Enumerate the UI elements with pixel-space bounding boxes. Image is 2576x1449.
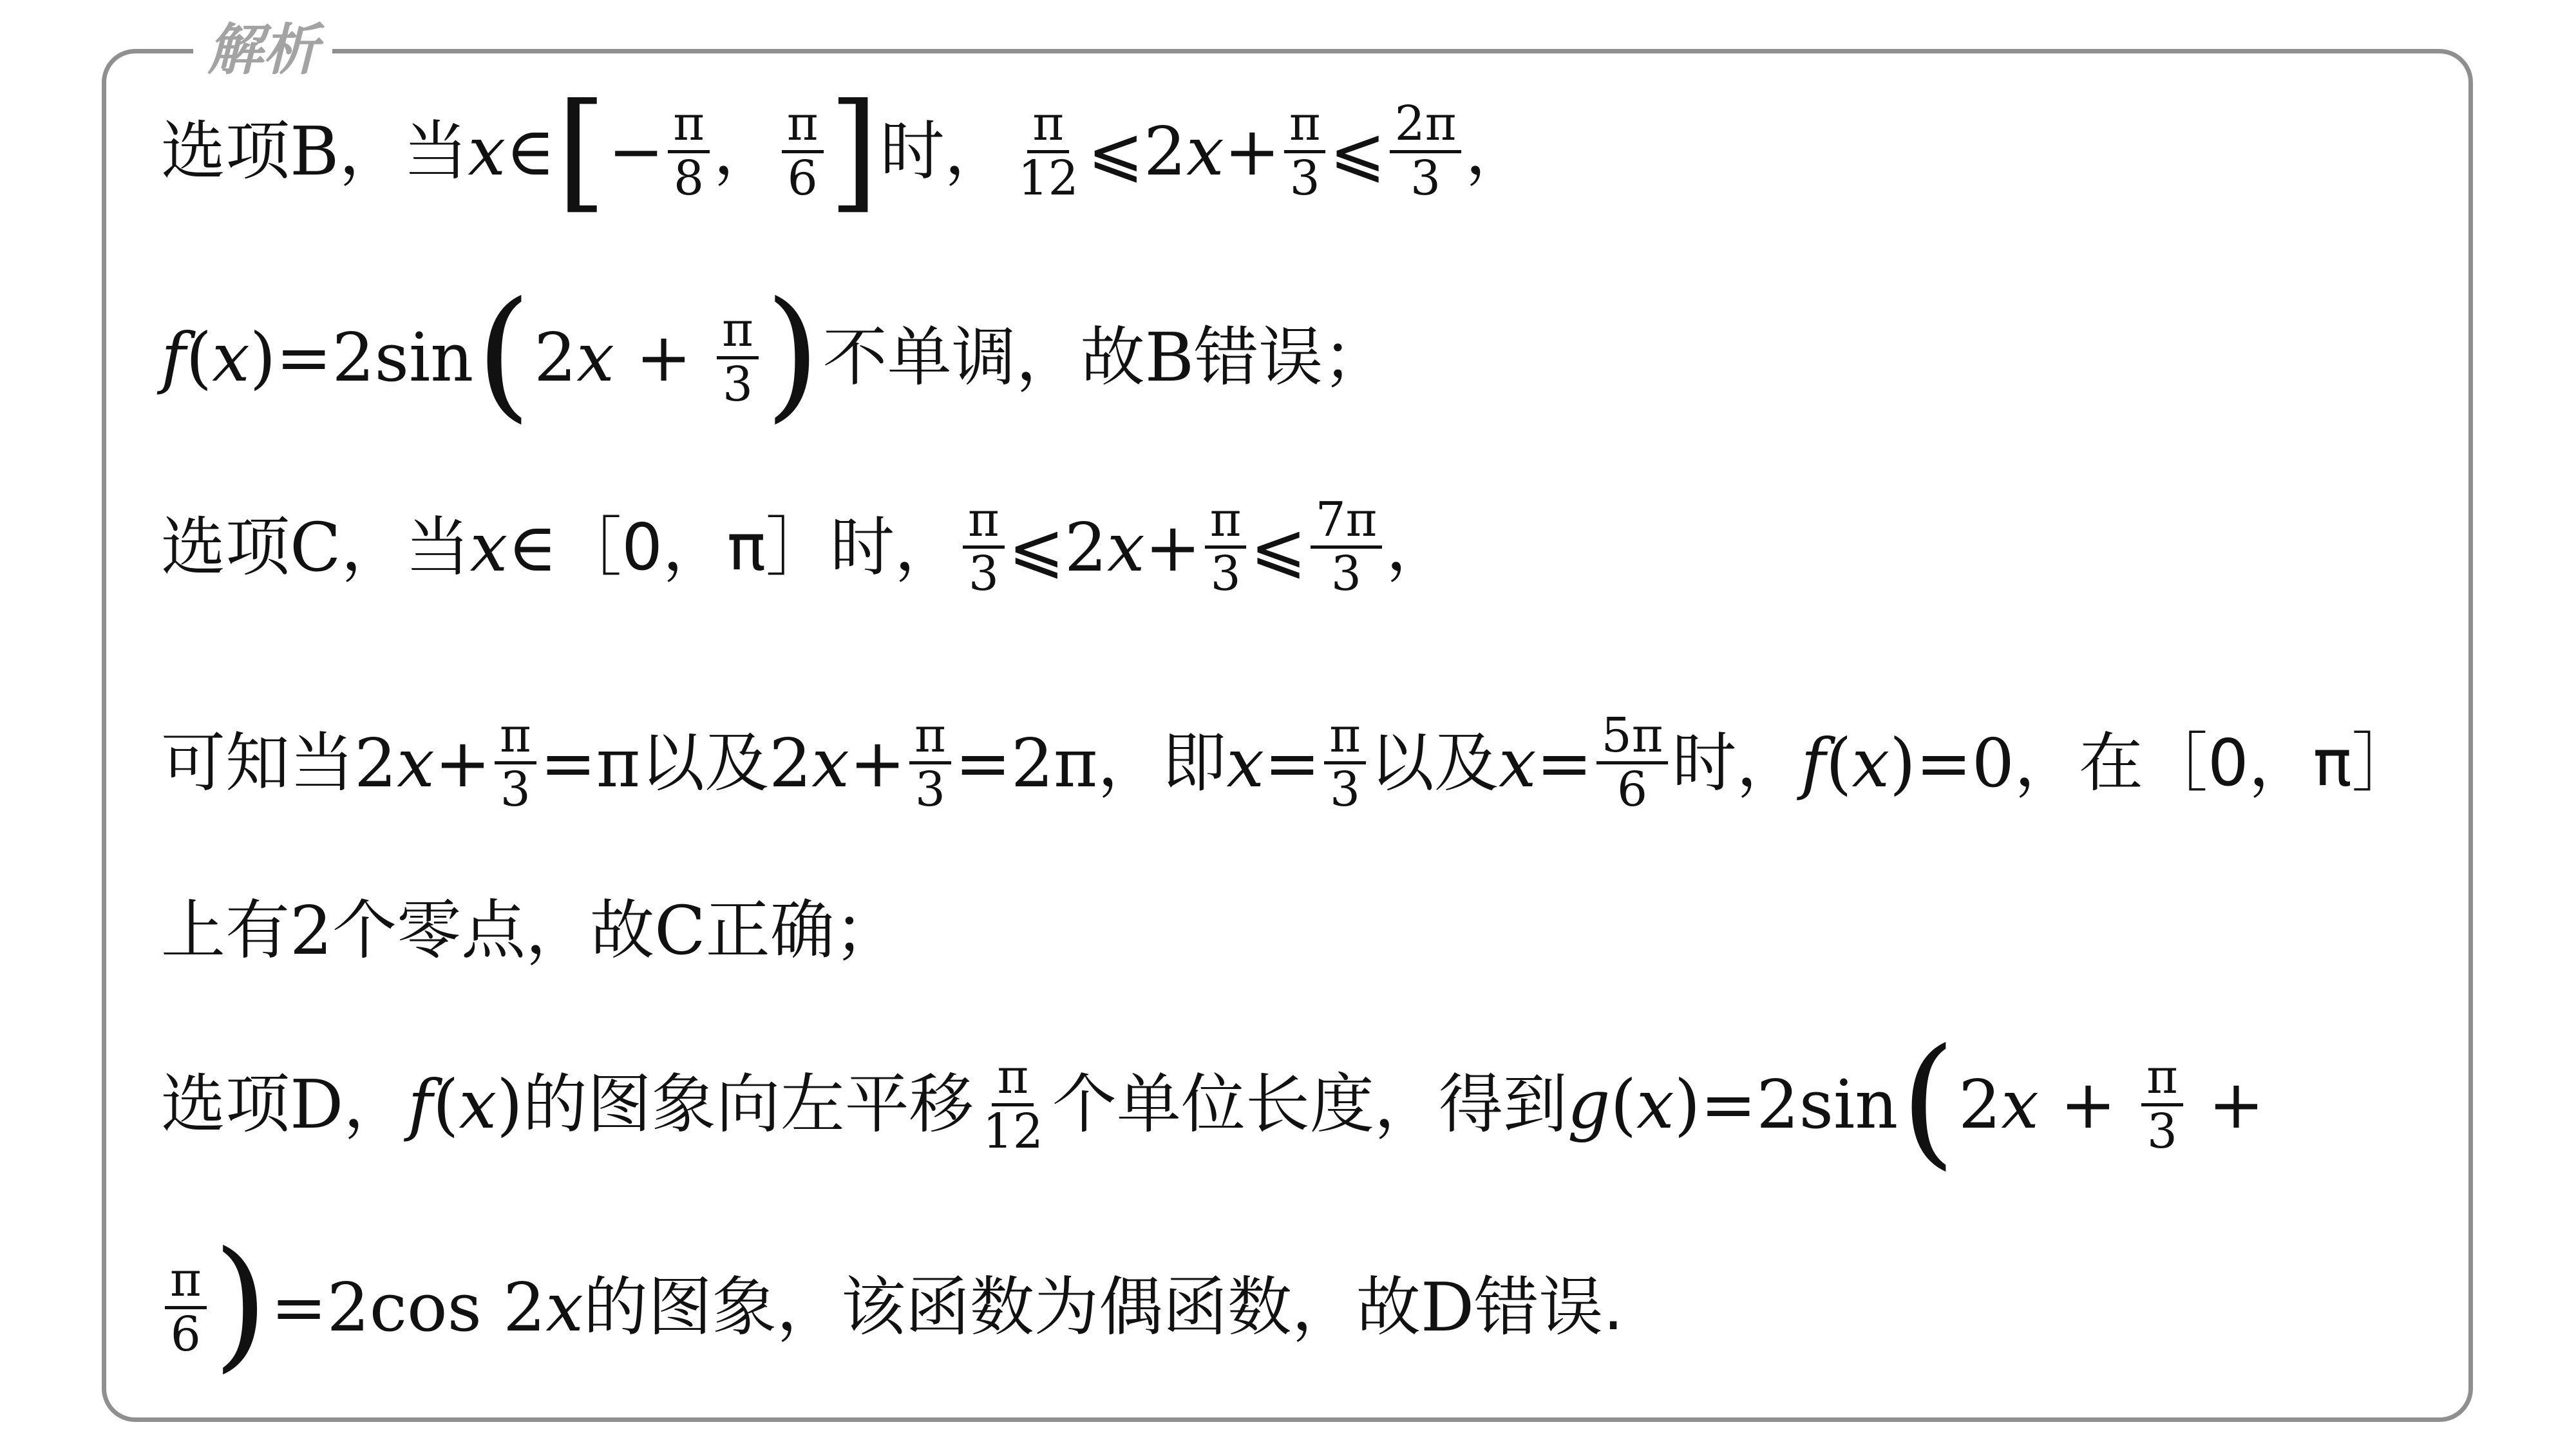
fraction — [1311, 491, 1383, 602]
text: =2π — [954, 723, 1098, 802]
fraction — [1013, 95, 1084, 206]
text: ，当 — [339, 113, 468, 189]
line-7 — [161, 1221, 1624, 1386]
fraction — [782, 95, 824, 206]
var-x: x — [397, 723, 435, 802]
text: ⩽ — [1250, 507, 1307, 587]
line-2 — [161, 271, 1388, 436]
text: C — [654, 891, 706, 970]
fraction — [2141, 1048, 2183, 1159]
numerator: 2π — [1390, 99, 1462, 153]
denominator: 3 — [914, 762, 945, 818]
text: ( — [432, 1065, 459, 1144]
fraction — [1205, 491, 1247, 602]
symbol: ∈ — [507, 507, 558, 587]
comma: ， — [343, 1066, 408, 1142]
var-x: x — [545, 1268, 583, 1347]
text: 时， — [880, 113, 1009, 189]
text: ⩽2 — [1008, 507, 1107, 587]
var-f: f — [1801, 723, 1826, 802]
var-f: f — [161, 318, 186, 397]
var-x: x — [1186, 112, 1224, 191]
plus: + — [1144, 507, 1201, 587]
symbol: ∈ — [506, 112, 556, 191]
comma: ， — [713, 113, 778, 189]
numerator: π — [1284, 99, 1326, 153]
text: 个单位长度，得到 — [1052, 1066, 1567, 1142]
text: =π — [540, 723, 641, 802]
equals: = — [1536, 723, 1593, 802]
line-5 — [161, 891, 899, 970]
denominator: 3 — [1210, 546, 1241, 602]
denominator: 3 — [2146, 1103, 2177, 1159]
var-x: x — [1852, 723, 1890, 802]
text: 选项 — [161, 113, 290, 189]
var-x: x — [468, 112, 506, 191]
numerator: π — [1324, 710, 1366, 765]
text: 2 — [534, 318, 577, 397]
text: ( — [185, 318, 213, 397]
fraction — [668, 95, 710, 206]
text: 以及 — [1369, 724, 1499, 800]
denominator: 6 — [787, 150, 818, 206]
panel-title: 解析 — [193, 18, 332, 82]
denominator: 3 — [1331, 546, 1361, 602]
fraction — [1324, 707, 1366, 818]
plus: + — [2038, 1065, 2138, 1144]
right-bracket: ] — [828, 76, 879, 226]
fraction — [909, 707, 951, 818]
numerator: π — [1205, 495, 1247, 549]
text: 错误. — [1474, 1269, 1624, 1345]
text: 以及 — [640, 724, 770, 800]
text: ，即 — [1097, 724, 1227, 800]
text: )=2sin — [1674, 1065, 1899, 1144]
text: 个零点，故 — [332, 893, 655, 968]
denominator: 8 — [674, 150, 705, 206]
text: ) — [497, 1065, 523, 1144]
numerator: 5π — [1596, 710, 1669, 765]
plus: + — [849, 723, 906, 802]
numerator: π — [668, 99, 710, 153]
denominator: 3 — [722, 356, 753, 412]
text: =2cos 2 — [270, 1268, 546, 1347]
numerator: π — [495, 710, 536, 765]
numerator: 7π — [1311, 495, 1383, 549]
text: 2 — [769, 723, 812, 802]
numerator: π — [717, 305, 759, 359]
text: ，在［0，π］ — [2014, 724, 2416, 800]
var-x: x — [212, 318, 250, 397]
text: 2 — [1958, 1065, 2002, 1144]
denominator: 6 — [170, 1306, 201, 1362]
text: 不单调，故 — [822, 319, 1145, 395]
line-1 — [161, 76, 1530, 226]
denominator: 3 — [500, 762, 531, 818]
var-x: x — [1498, 723, 1537, 802]
text: 时， — [830, 509, 960, 585]
denominator: 3 — [1410, 150, 1441, 206]
left-paren: ( — [476, 271, 532, 436]
equals: = — [1264, 723, 1321, 802]
comma: ， — [1465, 113, 1530, 189]
fraction — [1596, 707, 1669, 818]
text: 选项 — [161, 1066, 290, 1142]
text: D — [290, 1065, 344, 1144]
text: ( — [1610, 1065, 1637, 1144]
var-f: f — [408, 1065, 433, 1144]
left-paren: ( — [1900, 1018, 1956, 1183]
plus: + — [1224, 112, 1280, 191]
text: 2 — [354, 723, 397, 802]
numerator: π — [963, 495, 1005, 549]
text: 正确； — [705, 893, 899, 968]
var-x: x — [1107, 507, 1145, 587]
numerator: π — [2141, 1052, 2183, 1106]
text: 2 — [290, 891, 333, 970]
fraction — [963, 491, 1005, 602]
denominator: 12 — [982, 1103, 1043, 1159]
var-g: g — [1567, 1065, 1611, 1144]
text: C — [290, 507, 341, 587]
numerator: π — [909, 710, 951, 765]
plus: + — [2186, 1065, 2264, 1144]
right-paren: ) — [764, 271, 820, 436]
minus: − — [608, 112, 665, 191]
text: D — [1420, 1268, 1475, 1347]
fraction — [1284, 95, 1326, 206]
plus: + — [434, 723, 491, 802]
text: 的图象，该函数为偶函数，故 — [583, 1269, 1421, 1345]
var-x: x — [459, 1065, 497, 1144]
var-x: x — [811, 723, 849, 802]
right-paren: ) — [213, 1221, 269, 1386]
fraction — [978, 1048, 1048, 1159]
text: 选项 — [161, 509, 290, 585]
numerator: π — [165, 1255, 207, 1309]
text: 上有 — [161, 893, 290, 968]
fraction — [1390, 95, 1462, 206]
denominator: 3 — [968, 546, 999, 602]
fraction — [495, 707, 536, 818]
text: ⩽2 — [1087, 112, 1187, 191]
denominator: 3 — [1289, 150, 1320, 206]
line-3 — [161, 491, 1451, 602]
text: 错误； — [1194, 319, 1388, 395]
plus: + — [614, 318, 714, 397]
text: ，当 — [341, 509, 470, 585]
text: 的图象向左平移 — [522, 1066, 974, 1142]
denominator: 6 — [1616, 762, 1648, 818]
text: )=0 — [1889, 723, 2014, 802]
line-4 — [161, 707, 2416, 818]
text: 可知当 — [161, 724, 354, 800]
interval: ［0，π］ — [557, 509, 831, 585]
denominator: 12 — [1018, 150, 1079, 206]
text: B — [290, 112, 339, 191]
fraction — [165, 1251, 207, 1362]
text: B — [1144, 318, 1195, 397]
denominator: 3 — [1329, 762, 1361, 818]
text: ⩽ — [1329, 112, 1386, 191]
comma: ， — [1386, 509, 1451, 585]
var-x: x — [1226, 723, 1265, 802]
var-x: x — [469, 507, 508, 587]
var-x: x — [576, 318, 614, 397]
numerator: π — [782, 99, 824, 153]
text: 时， — [1672, 724, 1801, 800]
var-x: x — [2001, 1065, 2039, 1144]
var-x: x — [1636, 1065, 1674, 1144]
text: )=2sin — [249, 318, 474, 397]
numerator: π — [1027, 99, 1069, 153]
fraction — [717, 301, 759, 412]
numerator: π — [992, 1052, 1034, 1106]
text: ( — [1825, 723, 1852, 802]
left-bracket: [ — [556, 76, 607, 226]
line-6 — [161, 1018, 2264, 1183]
